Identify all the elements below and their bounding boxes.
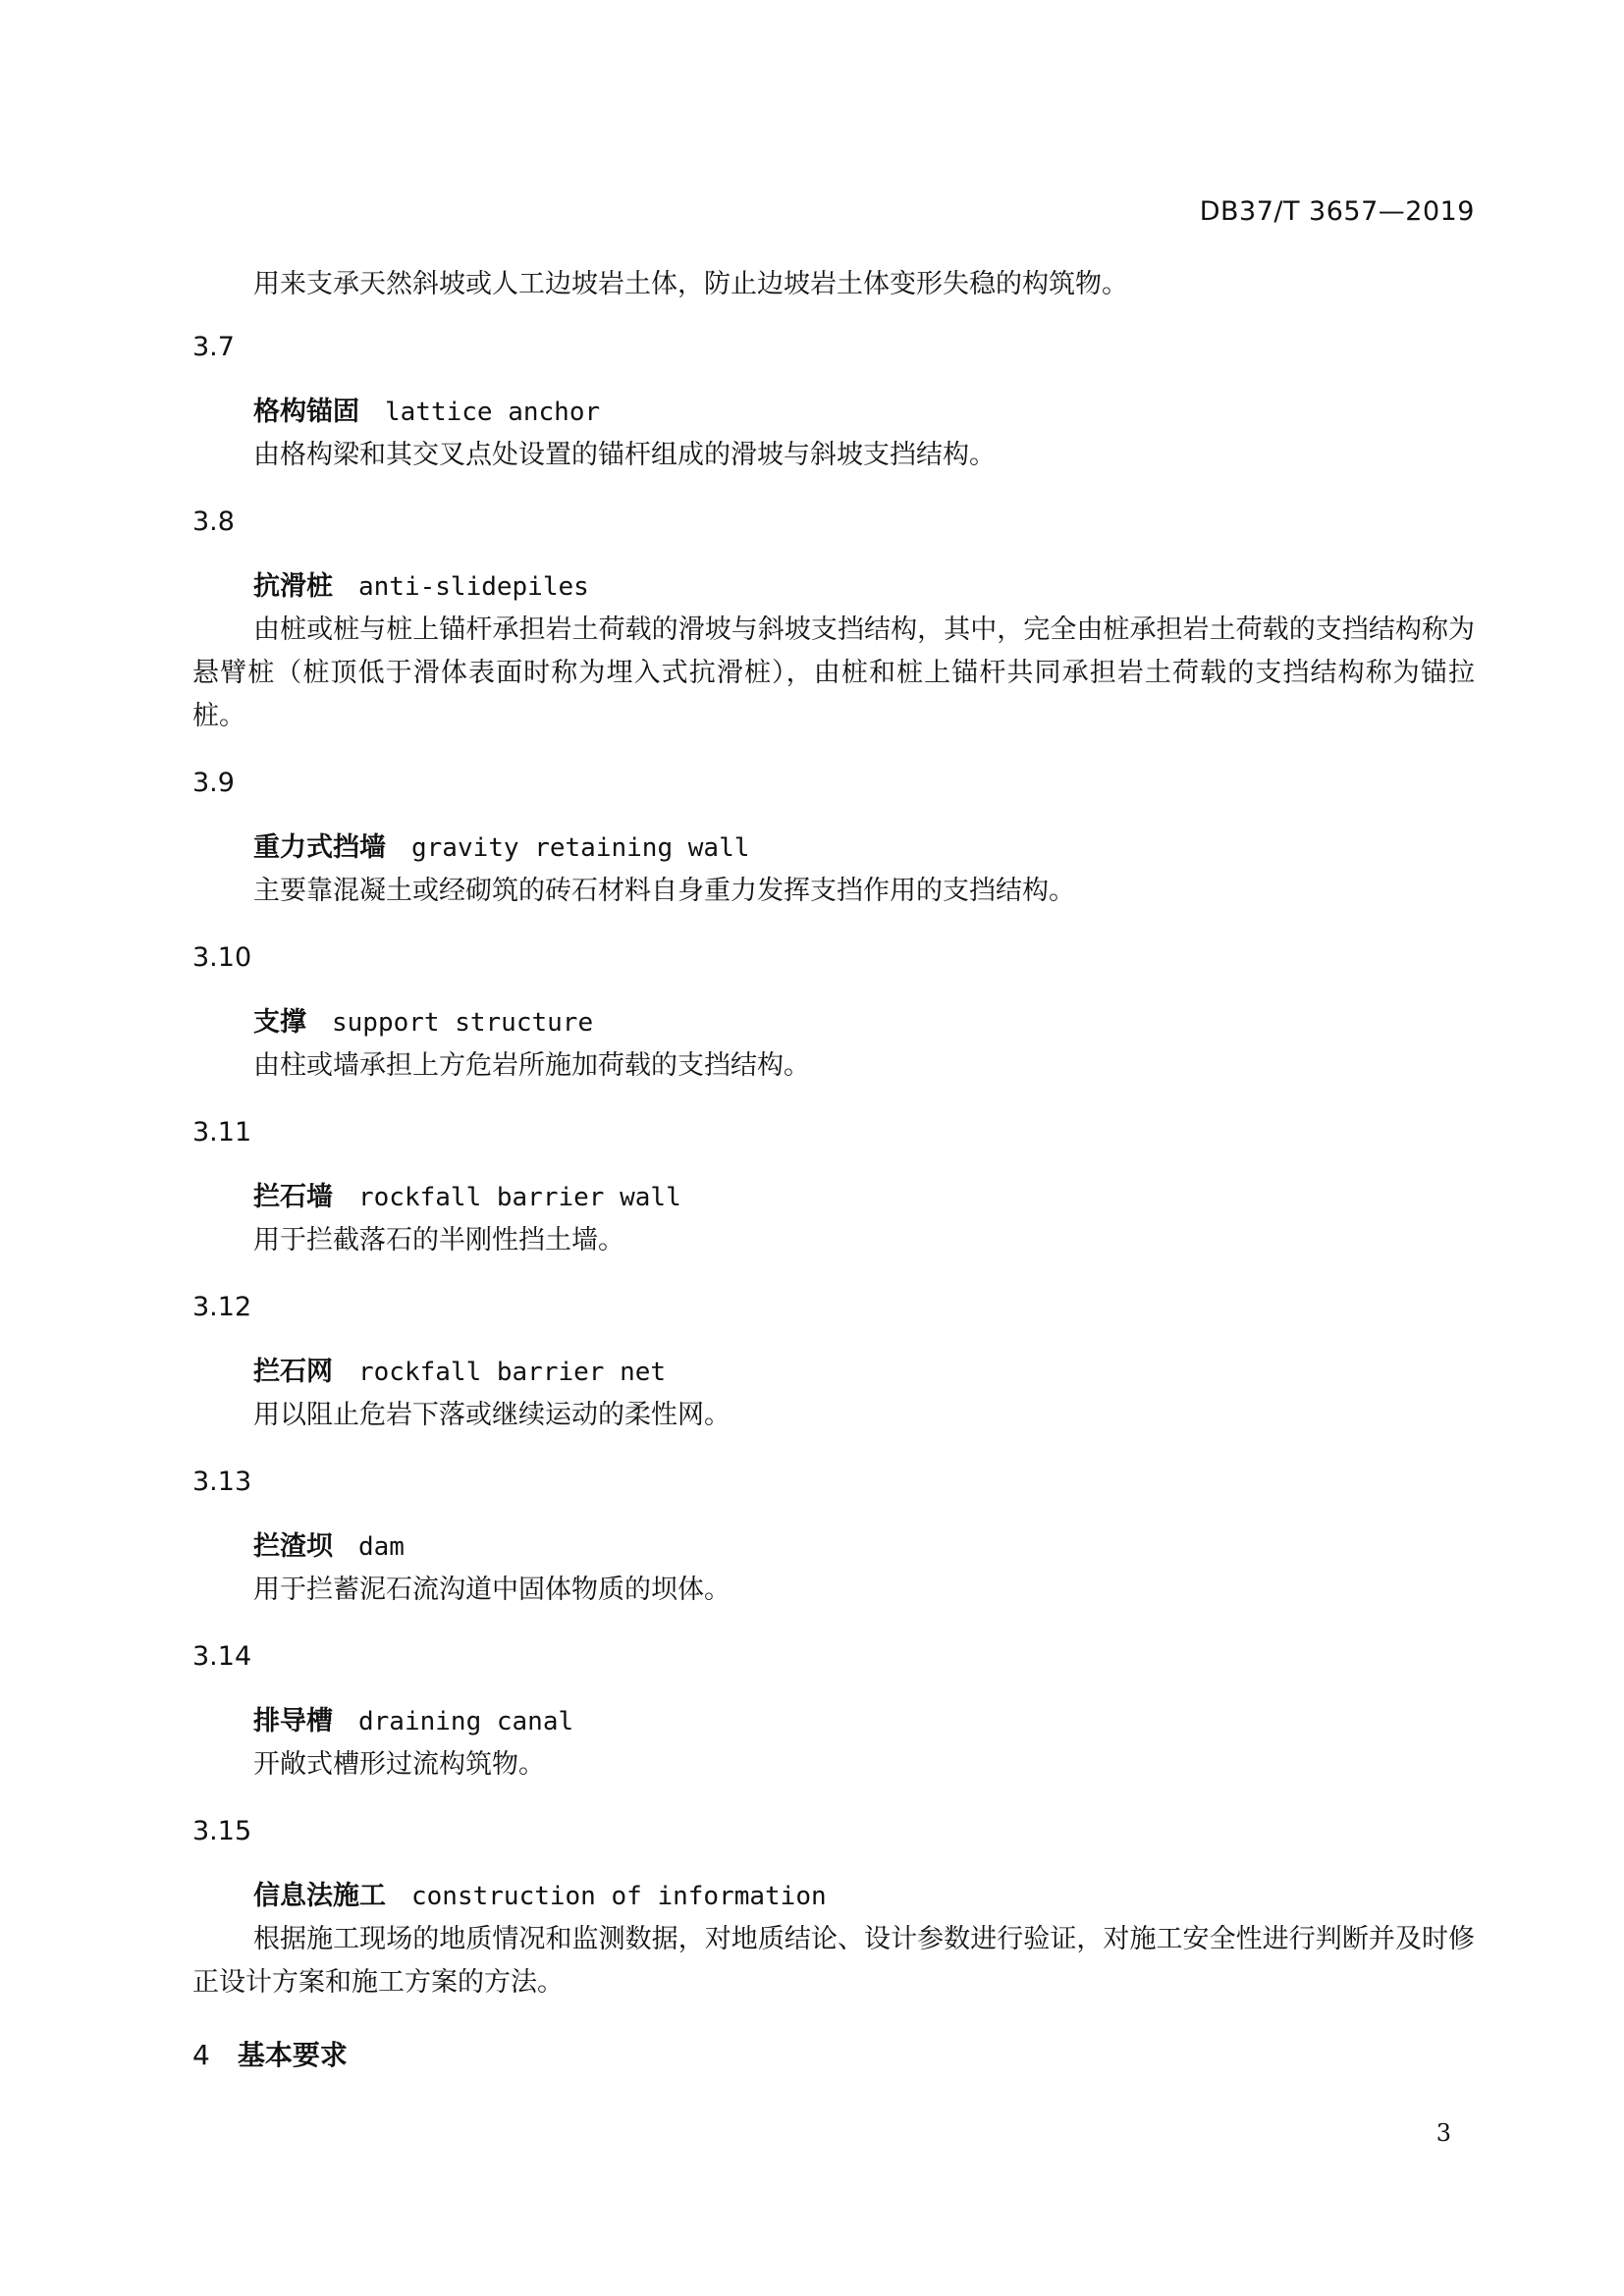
entry-number: 3.10 (192, 942, 252, 973)
term-english: dam (358, 1532, 405, 1562)
term-definition: 用以阻止危岩下落或继续运动的柔性网。 (253, 1400, 731, 1430)
term-chinese: 拦渣坝 (253, 1531, 333, 1562)
entry-term (192, 827, 1475, 870)
entry-number: 3.7 (192, 332, 235, 362)
term-english: rockfall barrier wall (358, 1183, 681, 1212)
term-english: lattice anchor (385, 398, 601, 427)
entry-number: 3.8 (192, 507, 235, 537)
term-chinese: 重力式挡墙 (253, 832, 386, 863)
term-entry-3-12 (192, 1286, 1475, 1437)
term-entry-3-14 (192, 1635, 1475, 1787)
term-definition: 开敞式槽形过流构筑物。 (253, 1749, 545, 1780)
entry-number: 3.13 (192, 1467, 252, 1497)
term-english: gravity retaining wall (411, 833, 750, 863)
entry-number: 3.11 (192, 1117, 252, 1148)
entry-term (192, 1176, 1475, 1219)
entry-term (192, 1001, 1475, 1044)
entry-term (192, 391, 1475, 434)
term-chinese: 支撑 (253, 1007, 306, 1038)
term-chinese: 拦石墙 (253, 1182, 333, 1212)
entry-term (192, 1525, 1475, 1569)
term-definition: 由柱或墙承担上方危岩所施加荷载的支挡结构。 (253, 1050, 810, 1081)
entry-term (192, 1700, 1475, 1743)
section-number: 4 (192, 2039, 210, 2071)
term-english: draining canal (358, 1707, 574, 1736)
entry-number: 3.9 (192, 768, 235, 798)
term-definition: 主要靠混凝土或经砌筑的砖石材料自身重力发挥支挡作用的支挡结构。 (253, 876, 1075, 906)
entry-number: 3.15 (192, 1816, 252, 1846)
page-number: 3 (1435, 2119, 1451, 2147)
entry-term (192, 565, 1475, 609)
term-english: anti-slidepiles (358, 572, 589, 602)
section-title: 基本要求 (237, 2039, 348, 2071)
term-entry-3-10 (192, 936, 1475, 1088)
page-content (192, 263, 1475, 2077)
term-definition: 用于拦截落石的半刚性挡土墙。 (253, 1225, 624, 1255)
term-chinese: 抗滑桩 (253, 571, 333, 602)
entry-term (192, 1875, 1475, 1918)
intro-paragraph: 用来支承天然斜坡或人工边坡岩土体，防止边坡岩土体变形失稳的构筑物。 (253, 269, 1128, 299)
term-entry-3-11 (192, 1111, 1475, 1262)
term-entry-3-9 (192, 762, 1475, 913)
section-heading (192, 2034, 1475, 2077)
standard-code: DB37/T 3657—2019 (1199, 196, 1475, 227)
term-definition: 用于拦蓄泥石流沟道中固体物质的坝体。 (253, 1575, 731, 1605)
entry-number: 3.12 (192, 1292, 252, 1322)
term-entry-3-8 (192, 501, 1475, 738)
term-chinese: 拦石网 (253, 1357, 333, 1387)
term-english: support structure (332, 1008, 594, 1038)
term-english: rockfall barrier net (358, 1358, 667, 1387)
term-chinese: 信息法施工 (253, 1881, 386, 1911)
term-chinese: 格构锚固 (253, 397, 359, 427)
term-chinese: 排导槽 (253, 1706, 333, 1736)
entry-term (192, 1351, 1475, 1394)
term-definition: 根据施工现场的地质情况和监测数据，对地质结论、设计参数进行验证，对施工安全性进行判断并及时修正设计方案和施工方案的方法。 (192, 1924, 1475, 1998)
term-entry-3-7 (192, 326, 1475, 477)
term-entry-3-15 (192, 1810, 1475, 2004)
term-definition: 由桩或桩与桩上锚杆承担岩土荷载的滑坡与斜坡支挡结构，其中，完全由桩承担岩土荷载的支挡结构称为悬臂桩（桩顶低于滑体表面时称为埋入式抗滑桩），由桩和桩上锚杆共同承担岩土荷载的支挡结构称为锚拉桩。 (192, 614, 1475, 731)
entry-number: 3.14 (192, 1641, 252, 1672)
term-english: construction of information (411, 1882, 827, 1911)
term-definition: 由格构梁和其交叉点处设置的锚杆组成的滑坡与斜坡支挡结构。 (253, 440, 996, 470)
term-entry-3-13 (192, 1461, 1475, 1612)
